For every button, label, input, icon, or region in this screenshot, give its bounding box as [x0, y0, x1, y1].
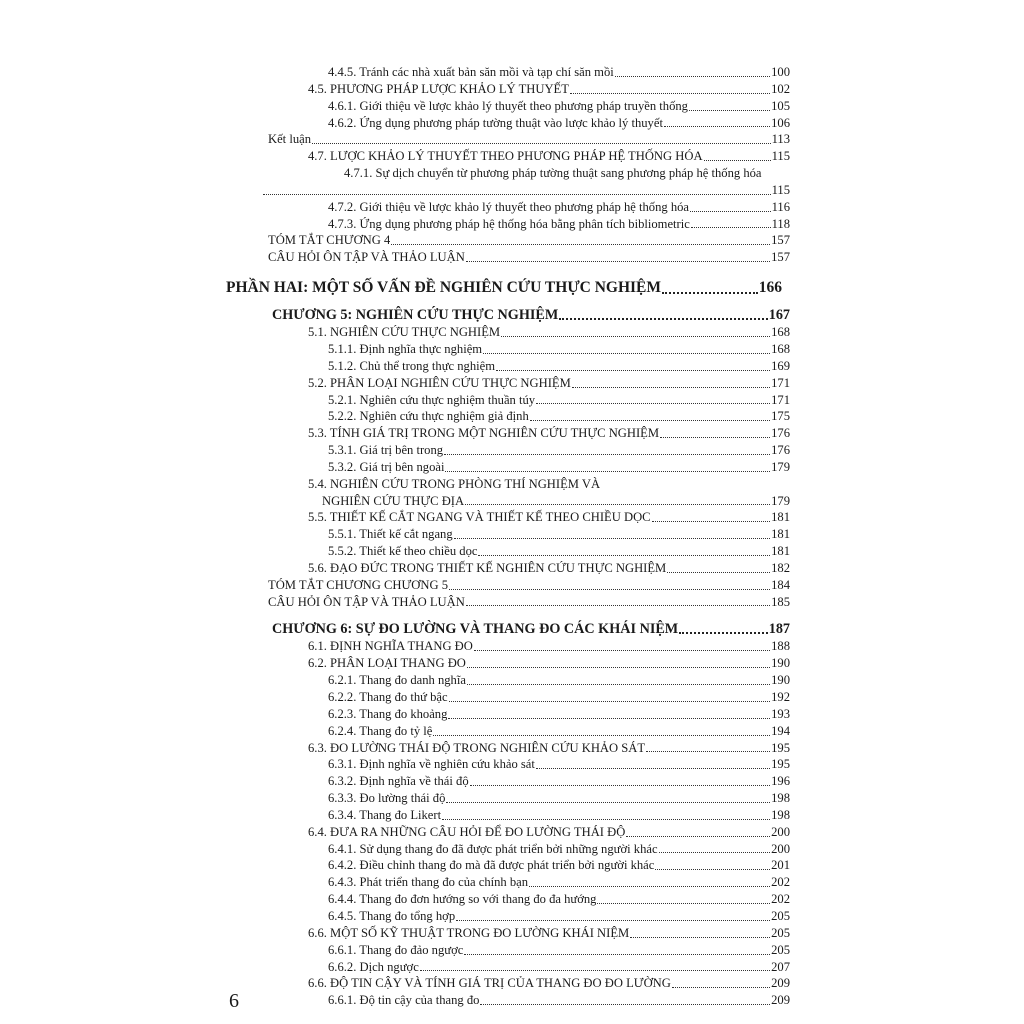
toc-entry-label: 5.1. NGHIÊN CỨU THỰC NGHIỆM [308, 325, 501, 340]
dot-leader [391, 244, 770, 245]
toc-entry-label: 6.2.2. Thang đo thứ bậc [328, 690, 448, 704]
toc-entry-page: 171 [771, 375, 790, 390]
toc-entry-label: 6.3.3. Đo lường thái độ [328, 791, 446, 806]
toc-entry-label: 5.3.2. Giá trị bên ngoài [328, 459, 445, 474]
toc-entry-label: 6.4. ĐƯA RA NHỮNG CÂU HỎI ĐỂ ĐO LƯỜNG THÁI ĐỘ [308, 824, 626, 839]
dot-leader [655, 869, 770, 870]
dot-leader [559, 318, 767, 320]
toc-entry-label: 6.3. ĐO LƯỜNG THÁI ĐỘ TRONG NGHIÊN CỨU KHẢO SÁT [308, 740, 646, 755]
toc-entry-label: PHẦN HAI: MỘT SỐ VẤN ĐỀ NGHIÊN CỨU THỰC NGHIỆM [226, 279, 662, 297]
toc-entry-page: 198 [771, 807, 790, 822]
toc-entry-page: 169 [771, 358, 790, 373]
toc-entry [262, 442, 790, 459]
toc-entry-label: 6.6.2. Dịch ngược [328, 959, 419, 974]
toc-entry [262, 959, 790, 976]
dot-leader [448, 718, 770, 719]
toc-entry-page: 176 [771, 443, 790, 458]
toc-entry-label: 6.2.1. Thang đo danh nghĩa [328, 673, 466, 688]
toc-entry-page: 202 [771, 875, 790, 890]
dot-leader [652, 521, 771, 522]
toc-entry-label: 5.3. TÍNH GIÁ TRỊ TRONG MỘT NGHIÊN CỨU THỰC NGHIỆM [308, 426, 660, 441]
toc-entry-label: 5.5.1. Thiết kế cắt ngang [328, 527, 453, 542]
toc-entry-page: 157 [771, 233, 790, 248]
toc-entry [262, 790, 790, 807]
toc-entry [262, 425, 790, 442]
dot-leader [689, 110, 770, 111]
toc-entry [262, 824, 790, 841]
toc-entry-page: 118 [771, 216, 790, 231]
toc-entry [262, 115, 790, 132]
toc-entry-label: 5.5.2. Thiết kế theo chiều dọc [328, 544, 478, 559]
toc-entry-page: 200 [771, 841, 790, 856]
toc-entry-page: 192 [771, 690, 790, 704]
toc-entry [262, 925, 790, 942]
toc-entry-page: 188 [771, 639, 790, 654]
toc-entry [262, 689, 790, 706]
toc-entry-label: 4.4.5. Tránh các nhà xuất bản săn mồi và tạp chí săn mồi [328, 65, 614, 79]
toc-entry-label: 6.6.1. Thang đo đảo ngược [328, 942, 464, 957]
dot-leader [466, 261, 770, 262]
dot-leader [536, 403, 770, 404]
toc-entry-page: 187 [768, 621, 790, 638]
dot-leader [501, 336, 770, 337]
toc-entry-page: 207 [771, 959, 790, 974]
toc-entry [262, 392, 790, 409]
toc-entry-page: 115 [771, 182, 790, 197]
toc-entry-page: 205 [771, 942, 790, 957]
toc-entry-page: 182 [771, 560, 790, 575]
toc-entry-page: 190 [771, 656, 790, 671]
toc-entry-page: 167 [768, 307, 790, 324]
dot-leader [449, 701, 771, 702]
dot-leader [530, 420, 770, 421]
toc-entry-label: 6.2. PHÂN LOẠI THANG ĐO [308, 656, 466, 671]
toc-entry-page: 166 [758, 279, 782, 297]
toc-entry-page: 168 [771, 341, 790, 356]
dot-leader [496, 370, 770, 371]
toc-entry-page: 179 [771, 493, 790, 508]
toc-entry-page: 209 [771, 993, 790, 1008]
dot-leader [704, 160, 771, 161]
toc-entry [262, 891, 790, 908]
dot-leader [478, 555, 770, 556]
dot-leader [659, 852, 771, 853]
dot-leader [445, 471, 770, 472]
toc-entry [262, 807, 790, 824]
toc-entry-label: TÓM TẮT CHƯƠNG CHƯƠNG 5 [268, 577, 449, 592]
toc-entry [262, 756, 790, 773]
toc-entry-label: 4.6.1. Giới thiệu về lược khảo lý thuyết theo phương pháp truyền thống [328, 98, 688, 113]
dot-leader [691, 227, 771, 228]
dot-leader [536, 768, 770, 769]
toc-entry-page: 176 [771, 426, 790, 441]
toc-entry-label: 5.2.2. Nghiên cứu thực nghiệm giả định [328, 409, 529, 424]
toc-entry [226, 276, 782, 300]
toc-entry [262, 992, 790, 1009]
dot-leader [470, 785, 770, 786]
dot-leader [263, 194, 771, 195]
toc-entry-page: 205 [771, 925, 790, 940]
page-number: 6 [229, 990, 239, 1012]
toc-entry-label: 4.7. LƯỢC KHẢO LÝ THUYẾT THEO PHƯƠNG PHÁP HỆ THỐNG HÓA [308, 149, 703, 164]
toc-entry-label: 6.4.2. Điều chỉnh thang đo mà đã được phát triển bởi người khác [328, 858, 655, 873]
toc-entry-page: 179 [771, 459, 790, 474]
toc-entry-label: TÓM TẮT CHƯƠNG 4 [268, 233, 391, 248]
toc-entry [262, 232, 790, 249]
toc-entry [262, 476, 790, 493]
dot-leader [597, 903, 770, 904]
toc-entry [262, 841, 790, 858]
toc-entry-page: 200 [771, 824, 790, 839]
toc-entry [262, 64, 790, 81]
dot-leader [433, 735, 770, 736]
toc-entry-page: 196 [771, 774, 790, 789]
table-of-contents [226, 64, 790, 1009]
dot-leader [454, 538, 770, 539]
dot-leader [690, 211, 771, 212]
toc-entry-label: 6.1. ĐỊNH NGHĨA THANG ĐO [308, 639, 473, 654]
dot-leader [570, 93, 770, 94]
toc-entry [262, 773, 790, 790]
toc-entry-label: 6.3.1. Định nghĩa về nghiên cứu khảo sát [328, 757, 535, 772]
toc-entry [262, 306, 790, 324]
toc-entry [262, 620, 790, 638]
toc-entry [262, 216, 790, 233]
toc-entry-label: 6.4.4. Thang đo đơn hướng so với thang đo đa hướng [328, 892, 597, 907]
toc-entry-label: 6.6. MỘT SỐ KỸ THUẬT TRONG ĐO LƯỜNG KHÁI NIỆM [308, 925, 630, 940]
dot-leader [646, 751, 770, 752]
toc-entry [262, 81, 790, 98]
toc-entry-page: 185 [771, 594, 790, 609]
toc-entry [262, 975, 790, 992]
toc-entry-page: 198 [771, 791, 790, 806]
toc-entry [262, 672, 790, 689]
toc-entry-label: 4.7.3. Ứng dụng phương pháp hệ thống hóa bằng phân tích bibliometric [328, 216, 690, 231]
toc-entry-label: 5.3.1. Giá trị bên trong [328, 443, 444, 458]
toc-entry [262, 324, 790, 341]
toc-entry-label: 5.6. ĐẠO ĐỨC TRONG THIẾT KẾ NGHIÊN CỨU THỰC NGHIỆM [308, 560, 667, 575]
toc-entry [262, 942, 790, 959]
toc-entry [262, 358, 790, 375]
toc-entry-page: 193 [771, 706, 790, 721]
toc-entry-page: 181 [771, 527, 790, 542]
toc-entry [262, 182, 790, 199]
toc-entry [262, 131, 790, 148]
toc-entry-page: 171 [771, 392, 790, 407]
toc-entry [262, 874, 790, 891]
toc-entry [262, 98, 790, 115]
toc-entry [262, 740, 790, 757]
dot-leader [679, 632, 768, 634]
toc-entry [262, 408, 790, 425]
toc-entry [262, 577, 790, 594]
dot-leader [420, 970, 770, 971]
dot-leader [660, 437, 770, 438]
toc-entry [262, 543, 790, 560]
toc-entry-page: 113 [771, 132, 790, 147]
toc-entry [262, 560, 790, 577]
toc-entry-page: 115 [771, 149, 790, 164]
toc-entry-page: 100 [771, 65, 790, 79]
toc-entry-label: CHƯƠNG 5: NGHIÊN CỨU THỰC NGHIỆM [272, 307, 559, 324]
toc-entry [262, 493, 790, 510]
toc-entry-page: 184 [771, 577, 790, 592]
toc-entry-label: 6.2.4. Thang đo tỷ lệ [328, 723, 433, 738]
dot-leader [483, 353, 770, 354]
toc-entry [262, 723, 790, 740]
dot-leader [630, 937, 770, 938]
toc-entry-label: 6.2.3. Thang đo khoảng [328, 706, 448, 721]
dot-leader [446, 802, 770, 803]
dot-leader [467, 684, 770, 685]
dot-leader [529, 886, 770, 887]
toc-entry-page: 116 [771, 199, 790, 214]
toc-entry [262, 857, 790, 874]
toc-entry-label: 4.7.2. Giới thiệu về lược khảo lý thuyết theo phương pháp hệ thống hóa [328, 199, 690, 214]
dot-leader [449, 589, 770, 590]
toc-entry-label: 6.6.1. Độ tin cậy của thang đo [328, 993, 480, 1008]
toc-entry-label: CÂU HỎI ÔN TẬP VÀ THẢO LUẬN [268, 594, 465, 609]
toc-entry-label: NGHIÊN CỨU THỰC ĐỊA [322, 493, 465, 508]
toc-entry-page: 168 [771, 325, 790, 340]
toc-entry [262, 165, 790, 182]
dot-leader [672, 987, 770, 988]
toc-entry [262, 706, 790, 723]
toc-entry [262, 341, 790, 358]
toc-entry [262, 655, 790, 672]
toc-entry-label: 4.7.1. Sự dịch chuyển từ phương pháp tường thuật sang phương pháp hệ thống hóa [344, 166, 762, 181]
toc-entry-label: 6.4.1. Sử dụng thang đo đã được phát triển bởi những người khác [328, 841, 658, 856]
dot-leader [480, 1004, 770, 1005]
toc-entry [262, 509, 790, 526]
toc-entry-page: 195 [771, 757, 790, 772]
dot-leader [662, 292, 758, 294]
dot-leader [615, 76, 770, 77]
toc-entry-page: 209 [771, 976, 790, 991]
toc-entry-label: 6.4.5. Thang đo tổng hợp [328, 908, 456, 923]
dot-leader [464, 954, 770, 955]
toc-entry-label: 5.4. NGHIÊN CỨU TRONG PHÒNG THÍ NGHIỆM VÀ [308, 476, 601, 491]
dot-leader [474, 650, 770, 651]
toc-entry-page: 102 [771, 81, 790, 96]
toc-entry-label: CHƯƠNG 6: SỰ ĐO LƯỜNG VÀ THANG ĐO CÁC KHÁI NIỆM [272, 621, 679, 638]
toc-entry [262, 526, 790, 543]
toc-entry-label: 5.2.1. Nghiên cứu thực nghiệm thuần túy [328, 392, 536, 407]
toc-entry-label: 4.5. PHƯƠNG PHÁP LƯỢC KHẢO LÝ THUYẾT [308, 81, 569, 96]
toc-entry [262, 375, 790, 392]
dot-leader [465, 504, 770, 505]
toc-entry-page: 181 [771, 510, 790, 525]
dot-leader [667, 572, 770, 573]
toc-entry-label: 6.4.3. Phát triển thang đo của chính bạn [328, 875, 529, 890]
toc-entry-page: 205 [771, 908, 790, 923]
toc-entry-page: 194 [771, 723, 790, 738]
toc-entry-page: 195 [771, 740, 790, 755]
toc-entry-page: 181 [771, 544, 790, 559]
toc-entry [262, 459, 790, 476]
dot-leader [664, 126, 770, 127]
toc-entry-page: 190 [771, 673, 790, 688]
dot-leader [312, 143, 771, 144]
toc-entry-label: 5.5. THIẾT KẾ CẮT NGANG VÀ THIẾT KẾ THEO CHIỀU DỌC [308, 510, 651, 525]
dot-leader [456, 920, 770, 921]
toc-entry [262, 249, 790, 266]
toc-entry-label: Kết luận [268, 132, 312, 147]
toc-entry-page: 105 [771, 98, 790, 113]
toc-entry-label: 5.1.1. Định nghĩa thực nghiệm [328, 341, 483, 356]
toc-entry-label: 6.3.4. Thang đo Likert [328, 807, 442, 822]
toc-entry [262, 199, 790, 216]
toc-entry [262, 594, 790, 611]
dot-leader [444, 454, 770, 455]
toc-entry-label: 5.2. PHÂN LOẠI NGHIÊN CỨU THỰC NGHIỆM [308, 375, 571, 390]
toc-entry-label: 5.1.2. Chủ thể trong thực nghiệm [328, 358, 496, 373]
toc-entry-page: 202 [771, 892, 790, 907]
dot-leader [572, 387, 770, 388]
toc-entry-page: 157 [771, 250, 790, 265]
toc-entry [262, 148, 790, 165]
dot-leader [626, 836, 770, 837]
dot-leader [467, 667, 770, 668]
toc-entry-page: 201 [771, 858, 790, 873]
toc-entry [262, 638, 790, 655]
dot-leader [466, 605, 770, 606]
toc-entry-label: 4.6.2. Ứng dụng phương pháp tường thuật vào lược khảo lý thuyết [328, 115, 663, 130]
toc-entry-label: 6.6. ĐỘ TIN CẬY VÀ TÍNH GIÁ TRỊ CỦA THANG ĐO ĐO LƯỜNG [308, 976, 671, 991]
toc-entry-label: CÂU HỎI ÔN TẬP VÀ THẢO LUẬN [268, 250, 465, 265]
toc-entry-label: 6.3.2. Định nghĩa về thái độ [328, 774, 469, 789]
toc-entry [262, 908, 790, 925]
toc-entry-page: 106 [771, 115, 790, 130]
toc-entry-page: 175 [771, 409, 790, 424]
dot-leader [442, 819, 770, 820]
